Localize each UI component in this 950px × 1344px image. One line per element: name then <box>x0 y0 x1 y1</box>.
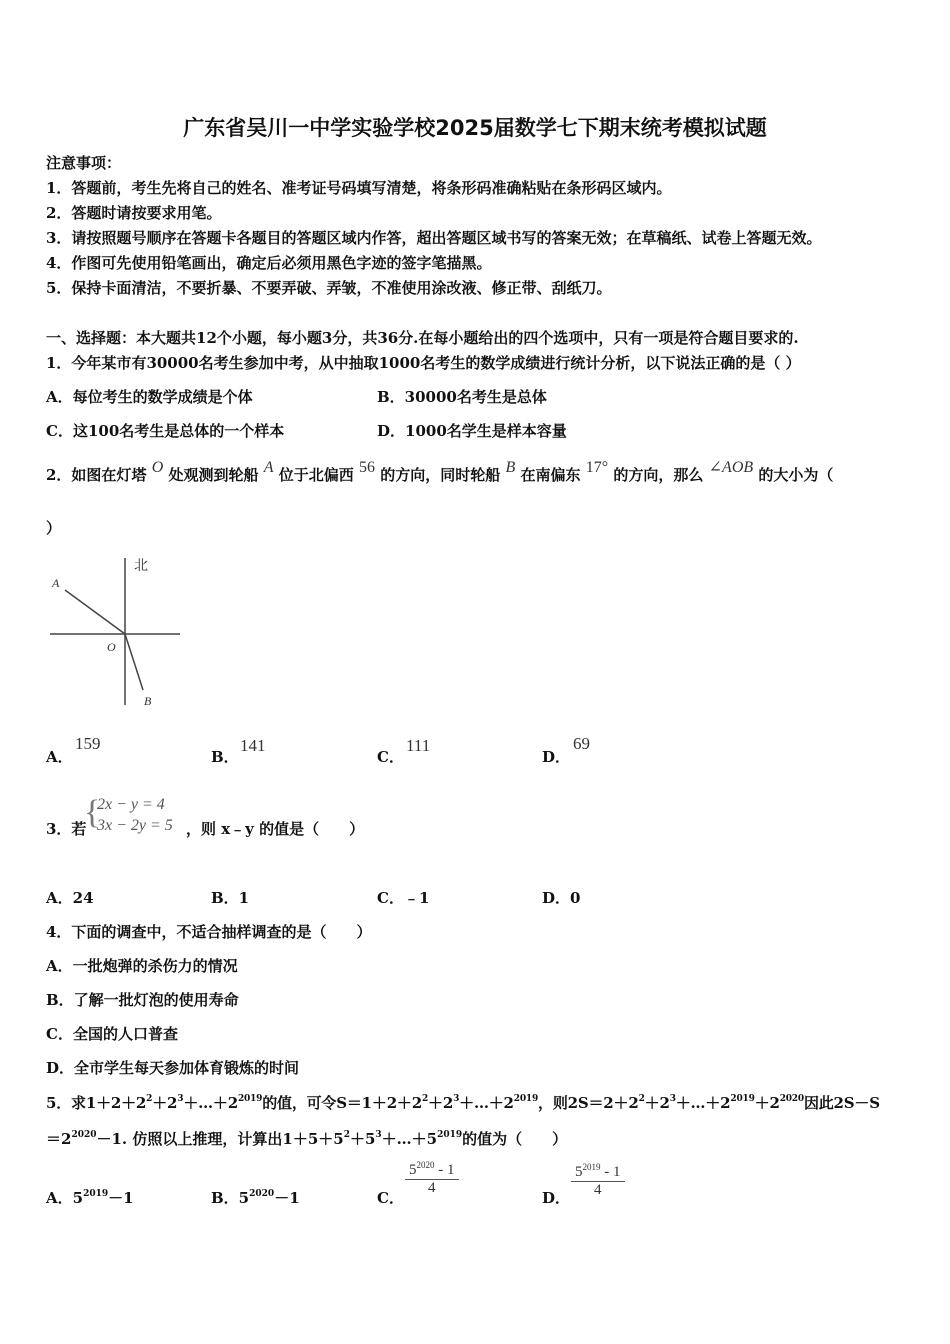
q5-exp: 2020 <box>71 1130 97 1140</box>
q1-option-b: B．30000名考生是总体 <box>377 388 547 406</box>
q5-option-c-label: C． <box>377 1189 404 1207</box>
q4-option-a: A．一批炮弹的杀伤力的情况 <box>46 957 238 975</box>
q5-text: ＋5 <box>349 1130 376 1148</box>
q3-prefix: 3．若 <box>46 820 87 838</box>
q2-text: 的大小为（ <box>758 466 834 484</box>
q4-option-c: C．全国的人口普查 <box>46 1025 178 1043</box>
q2-angle-56: 56 <box>359 459 375 476</box>
q3-equation-1: 2x − y = 4 <box>97 796 165 813</box>
q5-option-b-tail: －1 <box>274 1189 300 1207</box>
q2-text: 处观测到轮船 <box>168 466 259 484</box>
q2-point-b: B <box>505 459 516 476</box>
north-label: 北 <box>134 558 148 574</box>
question-2-stem <box>46 459 834 485</box>
note-item: 1．答题前，考生先将自己的姓名、准考证号码填写清楚，将条形码准确粘贴在条形码区域内。 <box>46 179 672 197</box>
q1-option-a: A．每位考生的数学成绩是个体 <box>46 388 253 406</box>
question-5-line-2 <box>46 1128 567 1149</box>
point-a-label: A <box>52 576 60 590</box>
section-heading: 一、选择题：本大题共12个小题，每小题3分，共36分.在每小题给出的四个选项中，只有一项是符合题目要求的. <box>46 329 799 347</box>
q5-text: ＋…＋2 <box>183 1094 238 1112</box>
q3-equation-2: 3x − 2y = 5 <box>97 817 173 834</box>
q5-option-d-fraction <box>571 1164 625 1199</box>
q2-angle-aob: ∠AOB <box>708 459 754 476</box>
q5-exp: 2020 <box>779 1094 804 1104</box>
q5-option-b-exp: 2020 <box>249 1189 275 1199</box>
question-1-stem: 1．今年某市有30000名考生参加中考，从中抽取1000名考生的数学成绩进行统计分析，以下说法正确的是（ ） <box>46 354 801 372</box>
q5-text: 的值，可令S＝1＋2＋2 <box>262 1094 422 1112</box>
question-4-stem: 4．下面的调查中，不适合抽样调查的是（ ） <box>46 923 372 941</box>
q5-text: ＋…＋5 <box>381 1130 438 1148</box>
q2-option-b-label: B． <box>211 748 239 766</box>
num-exp: 2019 <box>582 1162 601 1172</box>
q5-option-a-base: A．5 <box>46 1189 84 1207</box>
q3-option-b: B．1 <box>211 889 250 907</box>
q2-text: 2．如图在灯塔 <box>46 466 147 484</box>
num-base: 5 <box>409 1162 417 1178</box>
q5-exp: 2 <box>638 1094 645 1104</box>
q5-exp: 2 <box>421 1094 429 1104</box>
q5-text: 因此2S－S <box>803 1094 880 1112</box>
q2-angle-17: 17° <box>585 459 609 476</box>
point-o-label: O <box>107 640 116 654</box>
q5-text: ＋2 <box>152 1094 178 1112</box>
note-item: 5．保持卡面清洁，不要折暴、不要弄破、弄皱，不准使用涂改液、修正带、刮纸刀。 <box>46 279 612 297</box>
q5-text: ＋…＋2 <box>459 1094 514 1112</box>
q2-option-b-value: 141 <box>240 736 266 755</box>
q5-text: －1. 仿照以上推理，计算出1＋5＋5 <box>96 1130 344 1148</box>
point-b-label: B <box>144 694 152 708</box>
q2-option-c-label: C． <box>377 748 404 766</box>
q5-exp: 2019 <box>437 1130 463 1140</box>
q5-text: 的值为（ ） <box>462 1130 568 1148</box>
q5-exp: 3 <box>375 1130 382 1140</box>
q5-exp: 2 <box>343 1130 350 1140</box>
q2-point-a: A <box>263 459 274 476</box>
q5-exp: 3 <box>453 1094 460 1104</box>
fraction-denominator: 4 <box>594 1182 602 1198</box>
q3-option-c: C．﹣1 <box>377 889 430 907</box>
q3-suffix: ，则 x﹣y 的值是（ ） <box>186 820 365 838</box>
q2-figure <box>40 550 180 715</box>
q5-option-b <box>211 1187 300 1208</box>
q2-option-a-value: 159 <box>75 734 101 753</box>
page-title: 广东省吴川一中学实验学校2025届数学七下期末统考模拟试题 <box>183 116 767 140</box>
num-exp: 2020 <box>416 1160 435 1170</box>
q3-option-d: D．0 <box>542 889 581 907</box>
num-tail: - 1 <box>434 1162 455 1178</box>
q4-option-d: D．全市学生每天参加体育锻炼的时间 <box>46 1059 300 1077</box>
q1-option-c: C．这100名考生是总体的一个样本 <box>46 422 285 440</box>
q5-option-d-label: D． <box>542 1189 571 1207</box>
q2-option-d-value: 69 <box>573 734 590 753</box>
q5-option-a-exp: 2019 <box>83 1189 109 1199</box>
q2-text: 的方向，那么 <box>613 466 704 484</box>
q4-option-b: B．了解一批灯泡的使用寿命 <box>46 991 239 1009</box>
num-tail: - 1 <box>600 1164 621 1180</box>
q5-exp: 2019 <box>237 1094 263 1104</box>
q2-option-a-label: A． <box>46 748 73 766</box>
question-5-line-1 <box>46 1092 880 1113</box>
q3-option-a: A．24 <box>46 889 94 907</box>
q3-equation-system: { 2x − y = 4 3x − 2y = 5 <box>84 794 173 834</box>
fraction-numerator <box>571 1164 625 1182</box>
q2-text: 的方向，同时轮船 <box>380 466 501 484</box>
q5-exp: 2019 <box>513 1094 539 1104</box>
q5-option-a <box>46 1187 134 1208</box>
note-item: 2．答题时请按要求用笔。 <box>46 204 222 222</box>
q5-text: ，则2S＝2＋2 <box>538 1094 639 1112</box>
q5-exp: 2019 <box>730 1094 755 1104</box>
q5-text: ＋2 <box>754 1094 780 1112</box>
notes-heading: 注意事项： <box>46 154 122 172</box>
q5-text: ＋2 <box>428 1094 454 1112</box>
q5-exp: 2 <box>146 1094 153 1104</box>
q2-option-c-value: 111 <box>406 736 431 755</box>
fraction-denominator: 4 <box>428 1180 436 1196</box>
q2-text: 位于北偏西 <box>278 466 354 484</box>
q2-option-d-label: D． <box>542 748 571 766</box>
note-item: 4．作图可先使用铅笔画出，确定后必须用黑色字迹的签字笔描黑。 <box>46 254 492 272</box>
q5-exp: 3 <box>177 1094 184 1104</box>
q2-close-paren: ） <box>46 519 62 537</box>
q1-option-d: D．1000名学生是样本容量 <box>377 422 567 440</box>
ray-oa <box>65 590 125 634</box>
q5-text: ＋…＋2 <box>675 1094 731 1112</box>
ray-ob <box>125 634 143 690</box>
q5-option-c-fraction <box>405 1162 459 1197</box>
q2-point-o: O <box>151 459 164 476</box>
q5-option-a-tail: －1 <box>108 1189 134 1207</box>
q2-text: 在南偏东 <box>520 466 581 484</box>
q5-exp: 3 <box>669 1094 676 1104</box>
fraction-numerator <box>405 1162 459 1180</box>
q5-text: 5．求1＋2＋2 <box>46 1094 147 1112</box>
num-base: 5 <box>575 1164 583 1180</box>
q5-text: ＋2 <box>644 1094 670 1112</box>
q5-option-b-base: B．5 <box>211 1189 250 1207</box>
note-item: 3．请按照题号顺序在答题卡各题目的答题区域内作答，超出答题区域书写的答案无效；在草稿纸、试卷上答题无效。 <box>46 229 822 247</box>
q5-text: ＝2 <box>46 1130 72 1148</box>
